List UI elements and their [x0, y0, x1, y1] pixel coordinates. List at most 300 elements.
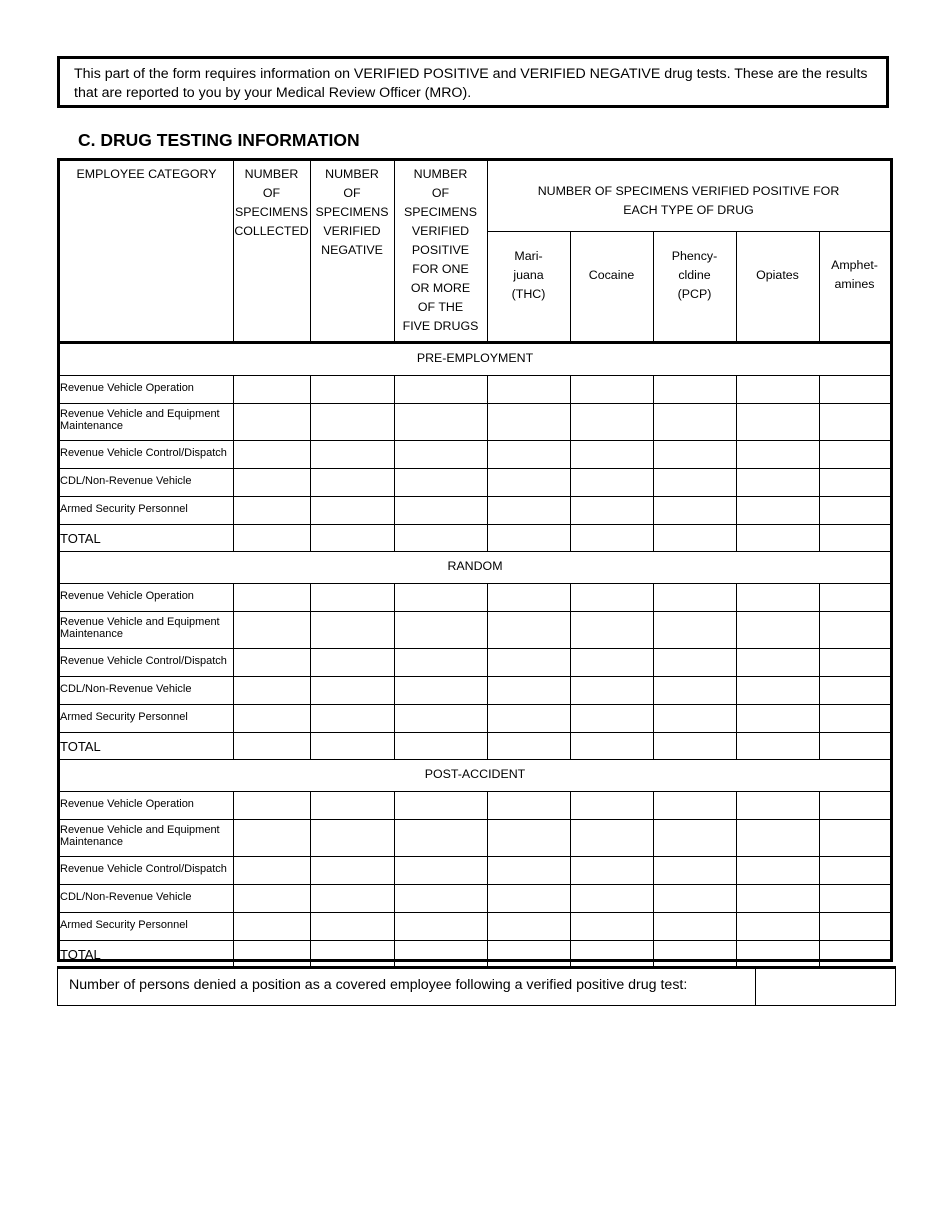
column-divider: [487, 584, 488, 612]
count-input[interactable]: [654, 497, 736, 524]
count-input[interactable]: [395, 612, 487, 648]
count-input[interactable]: [311, 941, 394, 967]
count-input[interactable]: [311, 612, 394, 648]
count-input[interactable]: [820, 733, 890, 759]
column-divider: [653, 469, 654, 497]
verified-negative-header-line: NEGATIVE: [321, 243, 383, 257]
column-divider: [819, 441, 820, 469]
count-input[interactable]: [820, 913, 890, 940]
category-label: Revenue Vehicle and Equipment Maintenance: [60, 824, 220, 848]
count-input[interactable]: [234, 820, 310, 856]
column-divider: [233, 469, 234, 497]
count-input[interactable]: [737, 649, 819, 676]
count-input[interactable]: [737, 376, 819, 403]
column-divider: [653, 404, 654, 441]
column-divider: [233, 376, 234, 404]
column-divider: [310, 733, 311, 760]
column-divider: [394, 376, 395, 404]
verified-negative-header-line: OF: [343, 186, 361, 200]
count-input[interactable]: [820, 885, 890, 912]
column-divider: [736, 404, 737, 441]
count-input[interactable]: [395, 677, 487, 704]
count-input[interactable]: [395, 404, 487, 440]
count-input[interactable]: [311, 885, 394, 912]
column-divider: [310, 885, 311, 913]
verified-positive-header: [394, 165, 487, 336]
count-input[interactable]: [488, 441, 570, 468]
verified-positive-header-line: FOR ONE: [412, 262, 469, 276]
count-input[interactable]: [654, 792, 736, 819]
count-input[interactable]: [311, 584, 394, 611]
drug-header-divider: [487, 231, 890, 232]
column-divider: [570, 584, 571, 612]
count-input[interactable]: [820, 376, 890, 403]
column-divider: [310, 792, 311, 820]
count-input[interactable]: [571, 469, 653, 496]
drug-header-2-line: (PCP): [677, 286, 712, 301]
count-input[interactable]: [488, 820, 570, 856]
count-input[interactable]: [395, 857, 487, 884]
column-divider: [487, 497, 488, 525]
count-input[interactable]: [311, 677, 394, 704]
column-divider: [819, 497, 820, 525]
count-input[interactable]: [488, 677, 570, 704]
count-input[interactable]: [571, 705, 653, 732]
column-divider: [653, 649, 654, 677]
count-input[interactable]: [488, 885, 570, 912]
count-input[interactable]: [654, 733, 736, 759]
column-divider: [233, 677, 234, 705]
count-input[interactable]: [571, 584, 653, 611]
column-divider: [570, 941, 571, 968]
column-divider: [394, 649, 395, 677]
count-input[interactable]: [654, 525, 736, 551]
count-input[interactable]: [488, 733, 570, 759]
column-divider: [310, 820, 311, 857]
count-input[interactable]: [737, 941, 819, 967]
count-input[interactable]: [311, 469, 394, 496]
column-divider: [653, 913, 654, 941]
column-divider: [819, 913, 820, 941]
column-divider: [819, 584, 820, 612]
count-input[interactable]: [737, 404, 819, 440]
column-divider: [233, 525, 234, 552]
count-input[interactable]: [654, 441, 736, 468]
count-input[interactable]: [571, 913, 653, 940]
verified-positive-header-line: POSITIVE: [411, 243, 470, 257]
drug-testing-table: [57, 158, 893, 962]
column-divider: [736, 612, 737, 649]
count-input[interactable]: [737, 733, 819, 759]
count-input[interactable]: [395, 733, 487, 759]
column-divider: [233, 820, 234, 857]
count-input[interactable]: [311, 792, 394, 819]
count-input[interactable]: [395, 792, 487, 819]
column-divider: [736, 649, 737, 677]
column-divider: [233, 733, 234, 760]
column-divider: [736, 584, 737, 612]
drug-header-0-line: (THC): [511, 286, 546, 301]
count-input[interactable]: [820, 941, 890, 967]
column-divider: [487, 677, 488, 705]
count-input[interactable]: [654, 376, 736, 403]
positive-by-drug-header: [487, 182, 890, 220]
count-input[interactable]: [488, 792, 570, 819]
column-divider: [487, 441, 488, 469]
count-input[interactable]: [311, 649, 394, 676]
verified-positive-header-line: OF THE: [417, 300, 464, 314]
count-input[interactable]: [234, 913, 310, 940]
column-divider: [736, 857, 737, 885]
column-divider: [487, 525, 488, 552]
column-divider: [819, 820, 820, 857]
drug-header-4: [819, 256, 890, 294]
column-divider: [233, 497, 234, 525]
verified-negative-header: [310, 165, 394, 260]
category-label: CDL/Non-Revenue Vehicle: [60, 475, 192, 487]
count-input[interactable]: [395, 941, 487, 967]
count-input[interactable]: [311, 497, 394, 524]
column-divider: [394, 705, 395, 733]
count-input[interactable]: [395, 441, 487, 468]
column-divider: [819, 677, 820, 705]
column-divider: [736, 497, 737, 525]
count-input[interactable]: [820, 404, 890, 440]
drug-header-3-line: Opiates: [756, 267, 799, 282]
column-divider: [653, 376, 654, 404]
row-divider: [60, 551, 890, 552]
column-divider: [310, 161, 311, 341]
column-divider: [653, 885, 654, 913]
count-input[interactable]: [311, 376, 394, 403]
column-divider: [394, 792, 395, 820]
column-divider: [736, 733, 737, 760]
column-divider: [310, 404, 311, 441]
column-divider: [233, 649, 234, 677]
column-divider: [653, 612, 654, 649]
count-input[interactable]: [820, 649, 890, 676]
section-title: C. DRUG TESTING INFORMATION: [78, 130, 360, 150]
drug-header-0-line: juana: [513, 267, 544, 282]
column-divider: [653, 941, 654, 968]
count-input[interactable]: [654, 469, 736, 496]
column-divider: [233, 857, 234, 885]
count-input[interactable]: [234, 584, 310, 611]
column-divider: [570, 441, 571, 469]
count-input[interactable]: [488, 584, 570, 611]
count-input[interactable]: [654, 705, 736, 732]
column-divider: [819, 525, 820, 552]
count-input[interactable]: [488, 469, 570, 496]
column-divider: [570, 792, 571, 820]
count-input[interactable]: [737, 612, 819, 648]
count-input[interactable]: [395, 584, 487, 611]
count-input[interactable]: [820, 677, 890, 704]
positive-by-drug-header-line: EACH TYPE OF DRUG: [623, 203, 754, 217]
column-divider: [310, 584, 311, 612]
count-input[interactable]: [737, 441, 819, 468]
count-input[interactable]: [311, 913, 394, 940]
count-input[interactable]: [820, 705, 890, 732]
column-divider: [570, 525, 571, 552]
count-input[interactable]: [737, 885, 819, 912]
count-input[interactable]: [234, 404, 310, 440]
column-divider: [736, 792, 737, 820]
denied-positions-label: Number of persons denied a position as a covered employee following a verified positive drug test:: [69, 977, 688, 993]
column-divider: [570, 649, 571, 677]
count-input[interactable]: [571, 441, 653, 468]
column-divider: [570, 231, 571, 341]
count-input[interactable]: [311, 857, 394, 884]
verified-positive-header-line: FIVE DRUGS: [402, 319, 479, 333]
count-input[interactable]: [737, 469, 819, 496]
count-input[interactable]: [234, 441, 310, 468]
count-input[interactable]: [234, 733, 310, 759]
count-input[interactable]: [571, 941, 653, 967]
column-divider: [310, 469, 311, 497]
column-divider: [394, 941, 395, 968]
specimens-collected-header-line: SPECIMENS: [235, 205, 308, 219]
column-divider: [570, 820, 571, 857]
column-divider: [233, 885, 234, 913]
count-input[interactable]: [737, 497, 819, 524]
count-input[interactable]: [654, 820, 736, 856]
count-input[interactable]: [234, 941, 310, 967]
column-divider: [570, 913, 571, 941]
column-divider: [487, 705, 488, 733]
category-label: Armed Security Personnel: [60, 711, 188, 723]
column-divider: [653, 231, 654, 341]
column-divider: [487, 885, 488, 913]
count-input[interactable]: [571, 733, 653, 759]
count-input[interactable]: [737, 820, 819, 856]
count-input[interactable]: [571, 404, 653, 440]
column-divider: [487, 733, 488, 760]
positive-by-drug-header-line: NUMBER OF SPECIMENS VERIFIED POSITIVE FOR: [537, 184, 840, 198]
drug-header-4-line: Amphet-: [831, 258, 878, 272]
count-input[interactable]: [395, 497, 487, 524]
count-input[interactable]: [571, 677, 653, 704]
column-divider: [394, 469, 395, 497]
count-input[interactable]: [488, 857, 570, 884]
count-input[interactable]: [737, 792, 819, 819]
count-input[interactable]: [820, 584, 890, 611]
column-divider: [570, 677, 571, 705]
count-input[interactable]: [488, 705, 570, 732]
column-divider: [570, 733, 571, 760]
count-input[interactable]: [311, 705, 394, 732]
count-input[interactable]: [820, 497, 890, 524]
count-input[interactable]: [395, 820, 487, 856]
count-input[interactable]: [395, 525, 487, 551]
count-input[interactable]: [571, 497, 653, 524]
count-input[interactable]: [654, 649, 736, 676]
column-divider: [736, 441, 737, 469]
column-divider: [310, 441, 311, 469]
count-input[interactable]: [820, 857, 890, 884]
count-input[interactable]: [234, 497, 310, 524]
drug-header-0: [487, 247, 570, 304]
column-divider: [570, 857, 571, 885]
column-divider: [310, 525, 311, 552]
count-input[interactable]: [820, 525, 890, 551]
column-divider: [653, 497, 654, 525]
count-input[interactable]: [488, 404, 570, 440]
column-divider: [819, 733, 820, 760]
column-divider: [653, 733, 654, 760]
column-divider: [819, 612, 820, 649]
column-divider: [310, 941, 311, 968]
count-input[interactable]: [654, 677, 736, 704]
count-input[interactable]: [488, 941, 570, 967]
count-input[interactable]: [488, 913, 570, 940]
column-divider: [310, 677, 311, 705]
category-label: Revenue Vehicle Control/Dispatch: [60, 447, 227, 459]
count-input[interactable]: [571, 820, 653, 856]
count-input[interactable]: [234, 525, 310, 551]
column-divider: [736, 913, 737, 941]
denied-positions-row: [57, 966, 896, 1006]
count-input[interactable]: [737, 677, 819, 704]
drug-header-0-line: Mari-: [514, 248, 543, 263]
count-input[interactable]: [234, 885, 310, 912]
count-input[interactable]: [737, 525, 819, 551]
count-input[interactable]: [311, 733, 394, 759]
count-input[interactable]: [820, 612, 890, 648]
count-input[interactable]: [654, 612, 736, 648]
count-input[interactable]: [395, 649, 487, 676]
column-divider: [819, 857, 820, 885]
drug-header-4-line: amines: [834, 277, 875, 291]
verified-negative-header-line: SPECIMENS: [315, 205, 389, 219]
count-input[interactable]: [234, 376, 310, 403]
column-divider: [819, 885, 820, 913]
count-input[interactable]: [395, 885, 487, 912]
category-label: Revenue Vehicle Control/Dispatch: [60, 863, 227, 875]
count-input[interactable]: [654, 913, 736, 940]
drug-header-2-line: cldine: [678, 267, 711, 282]
section-title-0: PRE-EMPLOYMENT: [416, 351, 534, 365]
employee-category-header: EMPLOYEE CATEGORY: [76, 167, 217, 181]
count-input[interactable]: [311, 441, 394, 468]
count-input[interactable]: [654, 857, 736, 884]
count-input[interactable]: [737, 857, 819, 884]
count-input[interactable]: [234, 612, 310, 648]
count-input[interactable]: [571, 376, 653, 403]
count-input[interactable]: [488, 649, 570, 676]
count-input[interactable]: [571, 792, 653, 819]
column-divider: [394, 913, 395, 941]
count-input[interactable]: [234, 649, 310, 676]
count-input[interactable]: [820, 820, 890, 856]
category-label: CDL/Non-Revenue Vehicle: [60, 891, 192, 903]
column-divider: [736, 705, 737, 733]
denied-positions-input[interactable]: [755, 969, 895, 1005]
count-input[interactable]: [311, 525, 394, 551]
count-input[interactable]: [488, 376, 570, 403]
count-input[interactable]: [234, 469, 310, 496]
column-divider: [487, 649, 488, 677]
column-divider: [394, 584, 395, 612]
count-input[interactable]: [820, 469, 890, 496]
column-divider: [736, 677, 737, 705]
column-divider: [233, 941, 234, 968]
column-divider: [819, 469, 820, 497]
count-input[interactable]: [737, 705, 819, 732]
column-divider: [570, 612, 571, 649]
verified-negative-header-line: NUMBER: [325, 167, 379, 181]
category-label: Revenue Vehicle and Equipment Maintenance: [60, 616, 220, 640]
category-label: CDL/Non-Revenue Vehicle: [60, 683, 192, 695]
count-input[interactable]: [234, 792, 310, 819]
count-input[interactable]: [395, 913, 487, 940]
column-divider: [233, 404, 234, 441]
count-input[interactable]: [571, 885, 653, 912]
column-divider: [819, 705, 820, 733]
category-label: Revenue Vehicle Operation: [60, 382, 194, 394]
column-divider: [819, 792, 820, 820]
count-input[interactable]: [654, 584, 736, 611]
column-divider: [653, 820, 654, 857]
count-input[interactable]: [571, 612, 653, 648]
column-divider: [736, 820, 737, 857]
count-input[interactable]: [737, 584, 819, 611]
count-input[interactable]: [654, 885, 736, 912]
column-divider: [487, 792, 488, 820]
count-input[interactable]: [234, 857, 310, 884]
count-input[interactable]: [654, 404, 736, 440]
column-divider: [394, 161, 395, 341]
count-input[interactable]: [234, 677, 310, 704]
count-input[interactable]: [654, 941, 736, 967]
count-input[interactable]: [488, 525, 570, 551]
specimens-collected-header-line: COLLECTED: [234, 224, 309, 238]
column-divider: [653, 705, 654, 733]
count-input[interactable]: [571, 525, 653, 551]
drug-header-1: [570, 266, 653, 285]
count-input[interactable]: [820, 792, 890, 819]
count-input[interactable]: [737, 913, 819, 940]
count-input[interactable]: [311, 404, 394, 440]
count-input[interactable]: [395, 469, 487, 496]
column-divider: [233, 161, 234, 341]
column-divider: [394, 404, 395, 441]
column-divider: [570, 497, 571, 525]
count-input[interactable]: [820, 441, 890, 468]
count-input[interactable]: [395, 376, 487, 403]
count-input[interactable]: [395, 705, 487, 732]
column-divider: [736, 376, 737, 404]
count-input[interactable]: [234, 705, 310, 732]
drug-header-2: [653, 247, 736, 304]
count-input[interactable]: [488, 497, 570, 524]
column-divider: [570, 376, 571, 404]
column-divider: [394, 677, 395, 705]
column-divider: [653, 584, 654, 612]
category-label: Revenue Vehicle and Equipment Maintenance: [60, 408, 220, 432]
specimens-collected-header: [233, 165, 310, 241]
count-input[interactable]: [311, 820, 394, 856]
column-divider: [310, 376, 311, 404]
verified-positive-header-line: SPECIMENS: [404, 205, 477, 219]
category-label: Armed Security Personnel: [60, 919, 188, 931]
drug-header-2-line: Phency-: [671, 248, 718, 263]
count-input[interactable]: [571, 649, 653, 676]
verified-negative-header-line: VERIFIED: [323, 224, 381, 238]
count-input[interactable]: [571, 857, 653, 884]
count-input[interactable]: [488, 612, 570, 648]
column-divider: [310, 612, 311, 649]
